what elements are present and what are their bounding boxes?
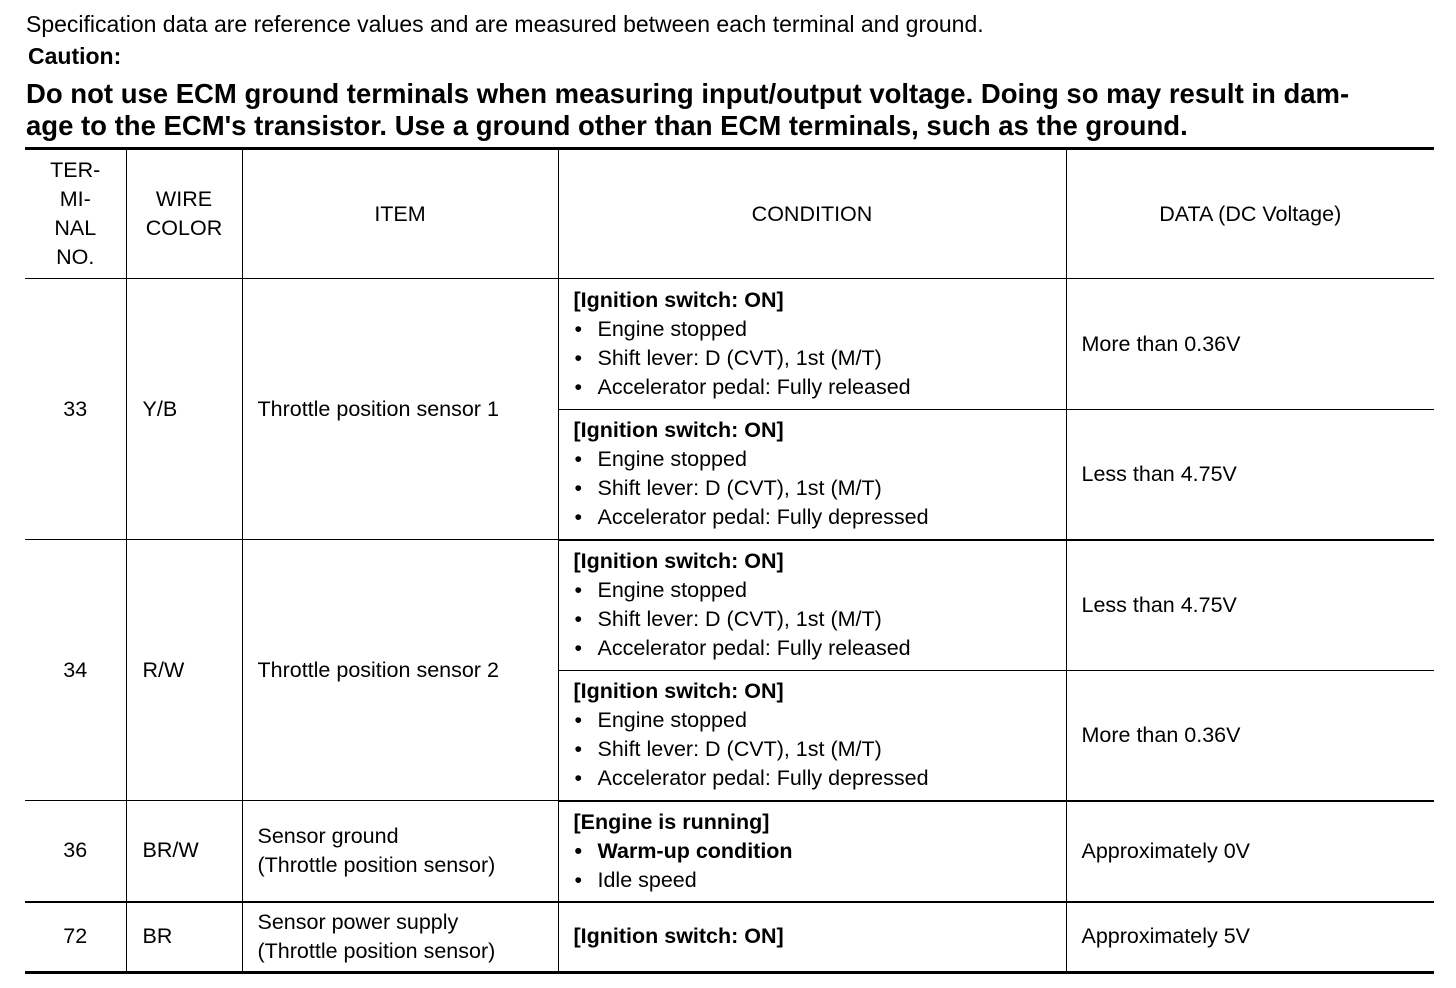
caution-label: Caution:: [28, 43, 122, 69]
wire-color-cell: BR/W: [126, 801, 242, 902]
item-cell: Throttle position sensor 2: [242, 540, 558, 801]
condition-cell: [Ignition switch: ON]: [558, 902, 1066, 973]
specification-note: Specification data are reference values and are measured between each terminal and ground.: [26, 11, 984, 37]
table-row: [25, 801, 1434, 902]
terminal-spec-table: [25, 147, 1434, 974]
header-row: [25, 149, 1434, 279]
header-wire-color: WIRE COLOR: [126, 149, 242, 279]
terminal-cell: 33: [25, 279, 126, 540]
caution-text: [26, 78, 1436, 142]
wire-color-cell: BR: [126, 902, 242, 973]
condition-cell: [Ignition switch: ON] • Engine stopped • Shift lever: D (CVT), 1st (M/T) • Accelerator pedal: Fully depressed: [558, 410, 1066, 540]
header-terminal-no: TER- MI- NAL NO.: [25, 149, 126, 279]
header-data: DATA (DC Voltage): [1066, 149, 1434, 279]
terminal-cell: 36: [25, 801, 126, 902]
header-item: ITEM: [242, 149, 558, 279]
table-row: [25, 902, 1434, 973]
caution-line-2: age to the ECM's transistor. Use a ground other than ECM terminals, such as the ground.: [26, 110, 1188, 141]
data-cell: Less than 4.75V: [1066, 540, 1434, 671]
terminal-cell: 34: [25, 540, 126, 801]
item-cell: Sensor ground (Throttle position sensor): [242, 801, 558, 902]
condition-cell: [Ignition switch: ON] • Engine stopped • Shift lever: D (CVT), 1st (M/T) • Accelerator pedal: Fully depressed: [558, 671, 1066, 801]
data-cell: More than 0.36V: [1066, 671, 1434, 801]
table-row: [25, 279, 1434, 410]
condition-cell: [Engine is running] • Warm-up condition • Idle speed: [558, 801, 1066, 902]
data-cell: Approximately 0V: [1066, 801, 1434, 902]
wire-color-cell: R/W: [126, 540, 242, 801]
terminal-cell: 72: [25, 902, 126, 973]
data-cell: Less than 4.75V: [1066, 410, 1434, 540]
item-cell: Sensor power supply (Throttle position sensor): [242, 902, 558, 973]
data-cell: More than 0.36V: [1066, 279, 1434, 410]
condition-cell: [Ignition switch: ON] • Engine stopped • Shift lever: D (CVT), 1st (M/T) • Accelerator pedal: Fully released: [558, 279, 1066, 410]
wire-color-cell: Y/B: [126, 279, 242, 540]
table-row: [25, 540, 1434, 671]
caution-line-1: Do not use ECM ground terminals when measuring input/output voltage. Doing so may result in dam-: [26, 78, 1350, 109]
item-cell: Throttle position sensor 1: [242, 279, 558, 540]
header-condition: CONDITION: [558, 149, 1066, 279]
data-cell: Approximately 5V: [1066, 902, 1434, 973]
condition-cell: [Ignition switch: ON] • Engine stopped • Shift lever: D (CVT), 1st (M/T) • Accelerator pedal: Fully released: [558, 540, 1066, 671]
